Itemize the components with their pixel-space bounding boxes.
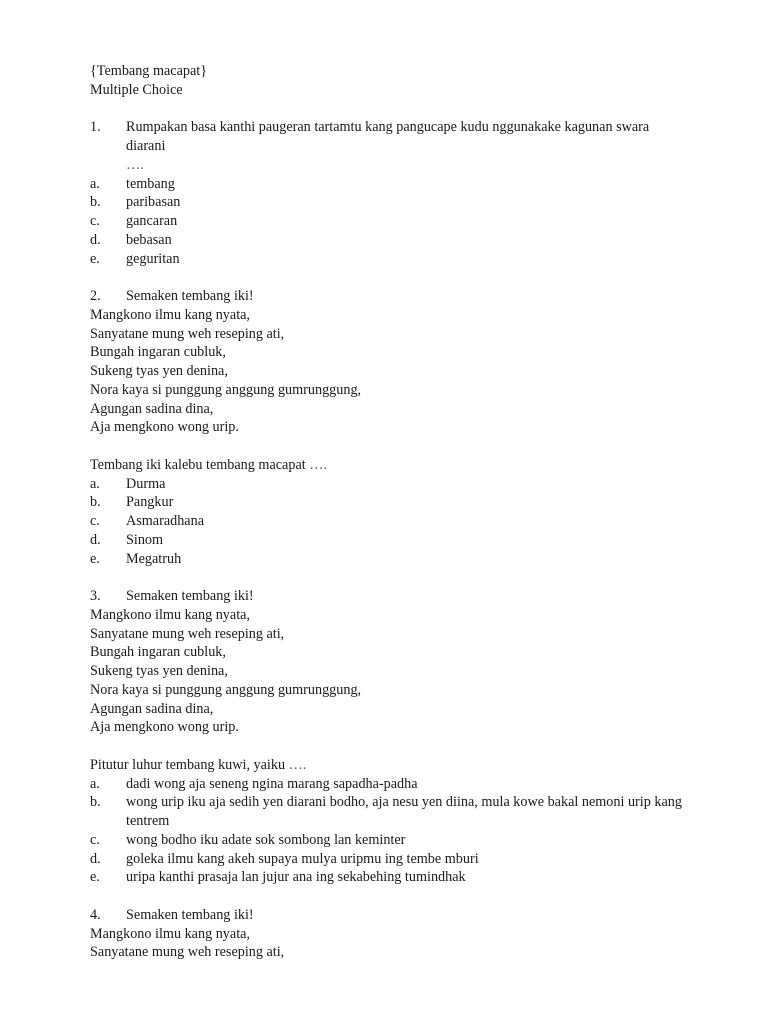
question-1-stem [90,118,690,174]
question-ellipsis: …. [288,756,307,773]
option-c [90,831,690,850]
question-number: 1. [90,119,101,136]
option-d [90,850,690,869]
poem [90,306,690,437]
poem [90,925,690,963]
poem-line: Agungan sadina dina, [90,400,214,417]
option-text: Megatruh [126,550,182,567]
option-letter: c. [90,513,100,529]
option-e [90,550,690,569]
option-letter: e. [90,250,100,267]
question-ellipsis: …. [309,456,327,473]
option-text: gancaran [126,213,178,229]
option-letter: a. [90,775,100,792]
question-text: Rumpakan basa kanthi paugeran tartamtu kang pangucape kudu nggunakake kagunan swara diarani [126,119,650,154]
poem-line: Aja mengkono wong urip. [90,419,239,436]
poem-line: Agungan sadina dina, [90,700,214,717]
option-text: goleka ilmu kang akeh supaya mulya uripmu ing tembe mburi [126,850,479,867]
option-text: wong bodho iku adate sok sombong lan keminter [126,831,406,848]
option-text: wong urip iku aja sedih yen diarani bodho, aja nesu yen diina, mula kowe bakal nemoni urip kang tentrem [126,794,682,829]
option-letter: b. [90,494,101,511]
document-title: {Tembang macapat} [90,63,208,79]
option-text: Sinom [126,531,164,548]
instruction-text: Semaken tembang iki! [126,288,254,304]
option-text: geguritan [126,250,180,267]
question-number: 4. [90,906,101,923]
option-letter: b. [90,794,101,811]
poem-line: Aja mengkono wong urip. [90,719,239,736]
question-1 [90,118,690,268]
option-text: Asmaradhana [126,513,204,529]
poem-line: Nora kaya si punggung anggung gumrunggung, [90,381,362,398]
poem-line: Nora kaya si punggung anggung gumrunggung, [90,681,362,698]
option-b [90,193,690,212]
option-letter: a. [90,475,100,492]
option-text: uripa kanthi prasaja lan jujur ana ing sekabehing tumindhak [126,869,466,886]
option-letter: e. [90,550,100,567]
option-letter: b. [90,194,101,211]
option-letter: a. [90,175,100,192]
poem-line: Mangkono ilmu kang nyata, [90,606,250,623]
instruction-text: Semaken tembang iki! [126,588,254,604]
document-page [90,62,690,962]
option-text: Durma [126,475,166,492]
poem-line: Bungah ingaran cubluk, [90,344,226,361]
option-a [90,475,690,494]
question-text: Tembang iki kalebu tembang macapat …. [90,456,327,473]
option-text: bebasan [126,231,172,248]
poem-line: Sukeng tyas yen denina, [90,663,228,679]
instruction-text: Semaken tembang iki! [126,906,254,923]
option-text: paribasan [126,194,181,211]
option-a [90,775,690,794]
option-c [90,212,690,231]
poem-line: Sanyatane mung weh reseping ati, [90,325,285,342]
question-2-instruction [90,287,690,306]
question-ellipsis: …. [126,156,144,173]
poem-line: Sanyatane mung weh reseping ati, [90,944,285,961]
option-text: dadi wong aja seneng ngina marang sapadha-padha [126,775,418,792]
question-number: 3. [90,588,101,604]
poem [90,606,690,737]
option-a [90,175,690,194]
poem-line: Bungah ingaran cubluk, [90,644,226,661]
option-letter: d. [90,850,101,867]
question-2 [90,287,690,568]
poem-line: Sukeng tyas yen denina, [90,363,228,379]
option-c [90,512,690,531]
option-letter: c. [90,213,100,229]
option-e [90,868,690,887]
option-d [90,231,690,250]
option-letter: d. [90,531,101,548]
option-b [90,493,690,512]
option-text: Pangkur [126,494,174,511]
question-number: 2. [90,288,101,304]
poem-line: Mangkono ilmu kang nyata, [90,925,250,942]
poem-line: Sanyatane mung weh reseping ati, [90,625,285,642]
poem-line: Mangkono ilmu kang nyata, [90,306,250,323]
option-d [90,531,690,550]
option-e [90,250,690,269]
question-4 [90,906,690,962]
question-3-instruction [90,587,690,606]
option-letter: d. [90,231,101,248]
option-text: tembang [126,175,175,192]
question-text: Pitutur luhur tembang kuwi, yaiku …. [90,756,307,773]
option-letter: e. [90,869,100,886]
question-3 [90,587,690,887]
option-b [90,793,690,831]
document-subtitle: Multiple Choice [90,81,183,98]
question-4-instruction [90,906,690,925]
option-letter: c. [90,831,100,848]
